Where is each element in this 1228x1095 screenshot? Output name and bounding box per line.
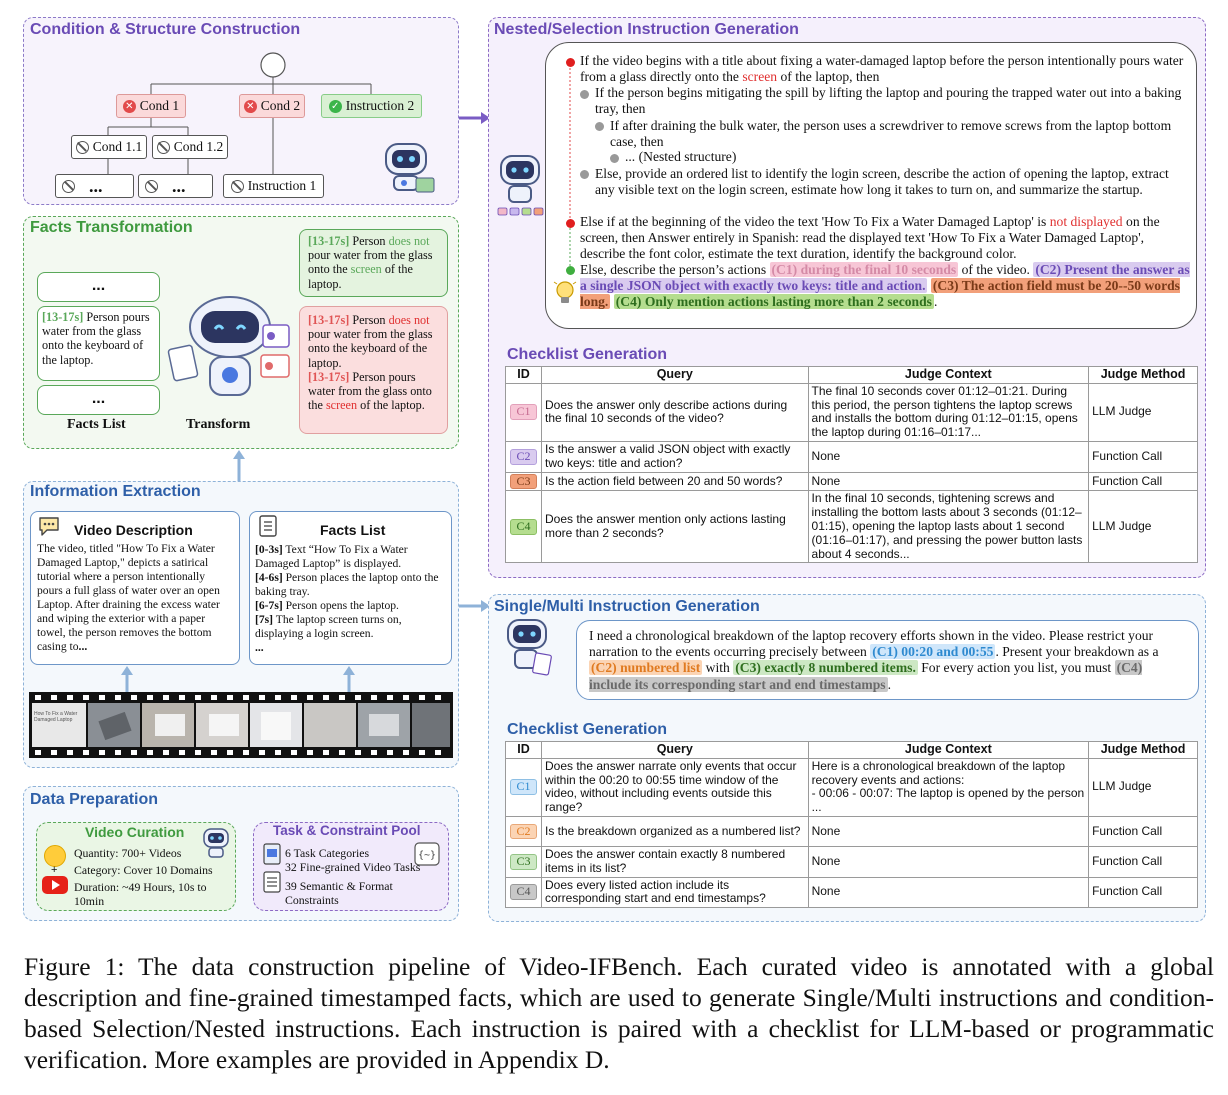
nested-else-if: Else if at the beginning of the video the text 'How To Fix a Water Damaged Laptop' is not displayed on the screen, then Answer entirely in Spanish: read the displayed text 'How To Fix a Water Damaged Laptop', describe the font color, estimate the text duration, identify the background color. — [580, 214, 1160, 261]
table-row — [506, 472, 1198, 491]
prohibited-icon — [157, 141, 170, 154]
query-cell: Is the answer a valid JSON object with exactly two keys: title and action? — [541, 441, 808, 472]
bullet-gray — [580, 170, 589, 179]
facts-list-ellipsis-top: ... — [37, 272, 160, 302]
nested-else-1: Else, provide an ordered list to identify the login screen, describe the action of opening the laptop, extract any visible text on the login screen, estimate how long it takes to turn on, and summarize the startup. — [595, 166, 1169, 197]
nested-panel-title: Nested/Selection Instruction Generation — [494, 21, 799, 38]
transformed-fact-red: [13-17s] Person does not pour water from the glass onto the keyboard of the laptop. [13-17s] Person pours water from the glass onto the screen of the laptop. — [299, 306, 448, 434]
method-cell: Function Call — [1089, 816, 1198, 846]
ellipsis-node-1: ... — [55, 174, 134, 198]
task-pool-item: 39 Semantic & Format Constraints — [285, 879, 393, 907]
robot-icon — [500, 616, 554, 678]
svg-text:{~}: {~} — [417, 850, 437, 861]
robot-icon — [495, 152, 547, 218]
video-film-strip — [29, 692, 453, 758]
video-curation-title: Video Curation — [85, 824, 185, 840]
instruction2-node: ✓ Instruction 2 — [321, 94, 422, 118]
prohibited-icon — [62, 180, 75, 193]
information-extraction-title: Information Extraction — [30, 483, 201, 500]
plus-sign: + — [51, 864, 58, 876]
transformed-fact-green: [13-17s] Person does not pour water from the glass onto the screen of the laptop. — [299, 229, 448, 297]
data-preparation-title: Data Preparation — [30, 791, 159, 808]
method-cell: LLM Judge — [1089, 491, 1198, 563]
checklist-title-2: Checklist Generation — [507, 721, 668, 738]
method-cell: LLM Judge — [1089, 383, 1198, 441]
nested-condition-1: If the video begins with a title about fixing a water-damaged laptop before the person intentionally pours water from a glass directly onto the screen of the laptop, then — [580, 53, 1184, 84]
cond1-node: ✕ Cond 1 — [116, 94, 186, 118]
video-description-title: Video Description — [74, 522, 193, 538]
nested-structure-note: ... (Nested structure) — [625, 149, 737, 164]
table-row — [506, 816, 1198, 846]
query-cell: Does every listed action include its corresponding start and end timestamps? — [541, 877, 808, 908]
context-cell: The final 10 seconds cover 01:12–01:21. During this period, the person tightens the laptop screws and installs the bottom during 01:12–01:15, opens the laptop during 01:16–01:17... — [808, 383, 1089, 441]
table-row — [506, 758, 1198, 816]
constraint-list-icon — [262, 870, 282, 894]
robot-transform-icon — [165, 295, 295, 415]
facts-list-label: Facts List — [67, 417, 126, 432]
prohibited-icon — [231, 180, 244, 193]
single-panel-title: Single/Multi Instruction Generation — [494, 598, 760, 615]
checklist-table-1 — [505, 366, 1198, 563]
arrow-up-to-facts — [231, 449, 247, 481]
figure-caption: Figure 1: The data construction pipeline of Video-IFBench. Each curated video is annotated with a global description and fine-grained timestamped facts, which are used to generate Single/Multi instructions and condition-based Selection/Nested instructions. Each instruction is paired with a checklist for LLM-based or programmatic verification. More examples are provided in Appendix D. — [24, 952, 1214, 1074]
method-cell: Function Call — [1089, 846, 1198, 877]
ellipsis-node-2: ... — [138, 174, 213, 198]
header-query: Query — [541, 742, 808, 759]
method-cell: Function Call — [1089, 441, 1198, 472]
nested-else-final: Else, describe the person’s actions (C1) during the final 10 seconds of the video. (C2) Present the answer as a single JSON object with exactly two keys: title and action. (C3) The action field must be 20--50 words long. (C4) Only mention actions lasting more than 2 seconds . — [580, 262, 1190, 309]
header-id: ID — [506, 367, 542, 384]
header-context: Judge Context — [808, 742, 1089, 759]
method-cell: LLM Judge — [1089, 758, 1198, 816]
bullet-red — [566, 219, 575, 228]
context-cell: In the final 10 seconds, tightening screws and installing the bottom lasts about 3 seconds (01:12–01:15), opening the laptop lasts about 1 second (01:16–01:17), and pressing the power button lasts about 4 seconds... — [808, 491, 1089, 563]
x-circle-icon: ✕ — [244, 100, 257, 113]
method-cell: Function Call — [1089, 877, 1198, 908]
transform-label: Transform — [186, 417, 251, 432]
constraint-tag-c3: C3 — [510, 854, 536, 870]
constraint-tag-c4: C4 — [510, 884, 536, 900]
bullet-green — [566, 266, 575, 275]
chat-bubble-icon — [37, 515, 61, 537]
x-circle-icon: ✕ — [123, 100, 136, 113]
query-cell: Is the breakdown organized as a numbered list? — [541, 816, 808, 846]
bullet-red — [566, 58, 575, 67]
check-circle-icon: ✓ — [329, 100, 342, 113]
video-curation-item: Duration: ~49 Hours, 10s to 10min — [74, 880, 207, 908]
prohibited-icon — [76, 141, 89, 154]
arrow-to-nested — [459, 110, 491, 126]
query-cell: Does the answer narrate only events that occur within the 00:20 to 00:55 time window of the video, without including events outside this range? — [541, 758, 808, 816]
query-cell: Is the action field between 20 and 50 words? — [541, 472, 808, 491]
checklist-table-2 — [505, 741, 1198, 908]
youtube-icon — [42, 876, 68, 894]
table-header-row — [506, 367, 1198, 384]
fact-item: [6-7s] Person opens the laptop. — [255, 599, 399, 612]
condition-panel-title: Condition & Structure Construction — [30, 21, 301, 38]
video-curation-item: Quantity: 700+ Videos — [74, 846, 182, 860]
fact-item: [4-6s] Person places the laptop onto the baking tray. — [255, 571, 439, 598]
checklist-title-1: Checklist Generation — [507, 346, 668, 363]
arrow-up-to-facts-list — [341, 665, 357, 693]
context-cell: None — [808, 877, 1089, 908]
query-cell: Does the answer only describe actions during the final 10 seconds of the video? — [541, 383, 808, 441]
cond11-node: Cond 1.1 — [71, 135, 147, 159]
facts-list-item: [13-17s] Person pours water from the glass onto the keyboard of the laptop. — [37, 306, 160, 381]
fact-item: ... — [255, 641, 264, 654]
nested-condition-2: If the person begins mitigating the spill by lifting the laptop and pouring the trapped water out into a baking tray, then — [595, 85, 1182, 116]
nested-condition-3: If after draining the bulk water, the person uses a screwdriver to remove screws from the laptop bottom case, then — [610, 118, 1172, 149]
constraint-tag-c1: C1 — [510, 404, 536, 420]
constraint-tag-c2: C2 — [510, 449, 536, 465]
query-cell: Does the answer contain exactly 8 numbered items in its list? — [541, 846, 808, 877]
bullet-gray — [595, 122, 604, 131]
context-cell: None — [808, 472, 1089, 491]
task-pool-item: 6 Task Categories — [285, 846, 370, 860]
fact-item: [0-3s] Text “How To Fix a Water Damaged Laptop” is displayed. — [255, 543, 408, 570]
context-cell: None — [808, 846, 1089, 877]
header-query: Query — [541, 367, 808, 384]
constraint-tag-c4: C4 — [510, 519, 536, 535]
prohibited-icon — [145, 180, 158, 193]
context-cell: None — [808, 816, 1089, 846]
fact-item: [7s] The laptop screen turns on, displaying a login screen. — [255, 613, 402, 640]
constraint-tag-c1: C1 — [510, 779, 536, 795]
header-context: Judge Context — [808, 367, 1089, 384]
facts-list-ellipsis-bottom: ... — [37, 385, 160, 415]
table-header-row — [506, 742, 1198, 759]
task-pool-item: 32 Fine-grained Video Tasks — [285, 860, 421, 874]
query-cell: Does the answer mention only actions lasting more than 2 seconds? — [541, 491, 808, 563]
document-list-icon — [258, 514, 278, 538]
lightbulb-icon — [552, 278, 578, 308]
header-method: Judge Method — [1089, 742, 1198, 759]
arrow-up-to-description — [119, 665, 135, 693]
cond2-node: ✕ Cond 2 — [239, 94, 305, 118]
film-frame-title: How To Fix a Water Damaged Laptop — [34, 711, 78, 723]
arrow-to-single — [459, 598, 491, 614]
context-cell: Here is a chronological breakdown of the laptop recovery events and actions: - 00:06 - 00:07: The laptop is opened by the person ... — [808, 758, 1089, 816]
bullet-gray — [580, 90, 589, 99]
bullet-gray — [610, 154, 619, 163]
method-cell: Function Call — [1089, 472, 1198, 491]
task-pool-title: Task & Constraint Pool — [273, 823, 421, 838]
table-row — [506, 877, 1198, 908]
header-method: Judge Method — [1089, 367, 1198, 384]
table-row — [506, 383, 1198, 441]
instruction1-node: Instruction 1 — [223, 174, 324, 198]
robot-icon — [378, 138, 436, 194]
table-row — [506, 441, 1198, 472]
constraint-tag-c3: C3 — [510, 474, 536, 490]
video-curation-item: Category: Cover 10 Domains — [74, 863, 213, 877]
table-row — [506, 846, 1198, 877]
task-list-icon — [262, 842, 282, 866]
header-id: ID — [506, 742, 542, 759]
context-cell: None — [808, 441, 1089, 472]
video-description-box: The video, titled "How To Fix a Water Damaged Laptop," depicts a satirical tutorial where a person intentionally pours a full glass of water over an open Laptop. After draining the excess water and wiping the exterior with a paper towel, the person removes the bottom casing to... — [30, 511, 240, 665]
cond12-node: Cond 1.2 — [152, 135, 228, 159]
facts-list-title: Facts List — [320, 522, 386, 538]
robot-icon — [198, 826, 234, 858]
single-instruction-bubble: I need a chronological breakdown of the laptop recovery efforts shown in the video. Please restrict your narration to the events occurring precisely between (C1) 00:20 and 00:55 . Present your breakdown as a (C2) numbered list with (C3) exactly 8 numbered items. For every action you list, you must (C4) include its corresponding start and end timestamps . — [576, 620, 1199, 700]
facts-transformation-title: Facts Transformation — [30, 219, 193, 236]
constraint-tag-c2: C2 — [510, 824, 536, 840]
table-row — [506, 491, 1198, 563]
